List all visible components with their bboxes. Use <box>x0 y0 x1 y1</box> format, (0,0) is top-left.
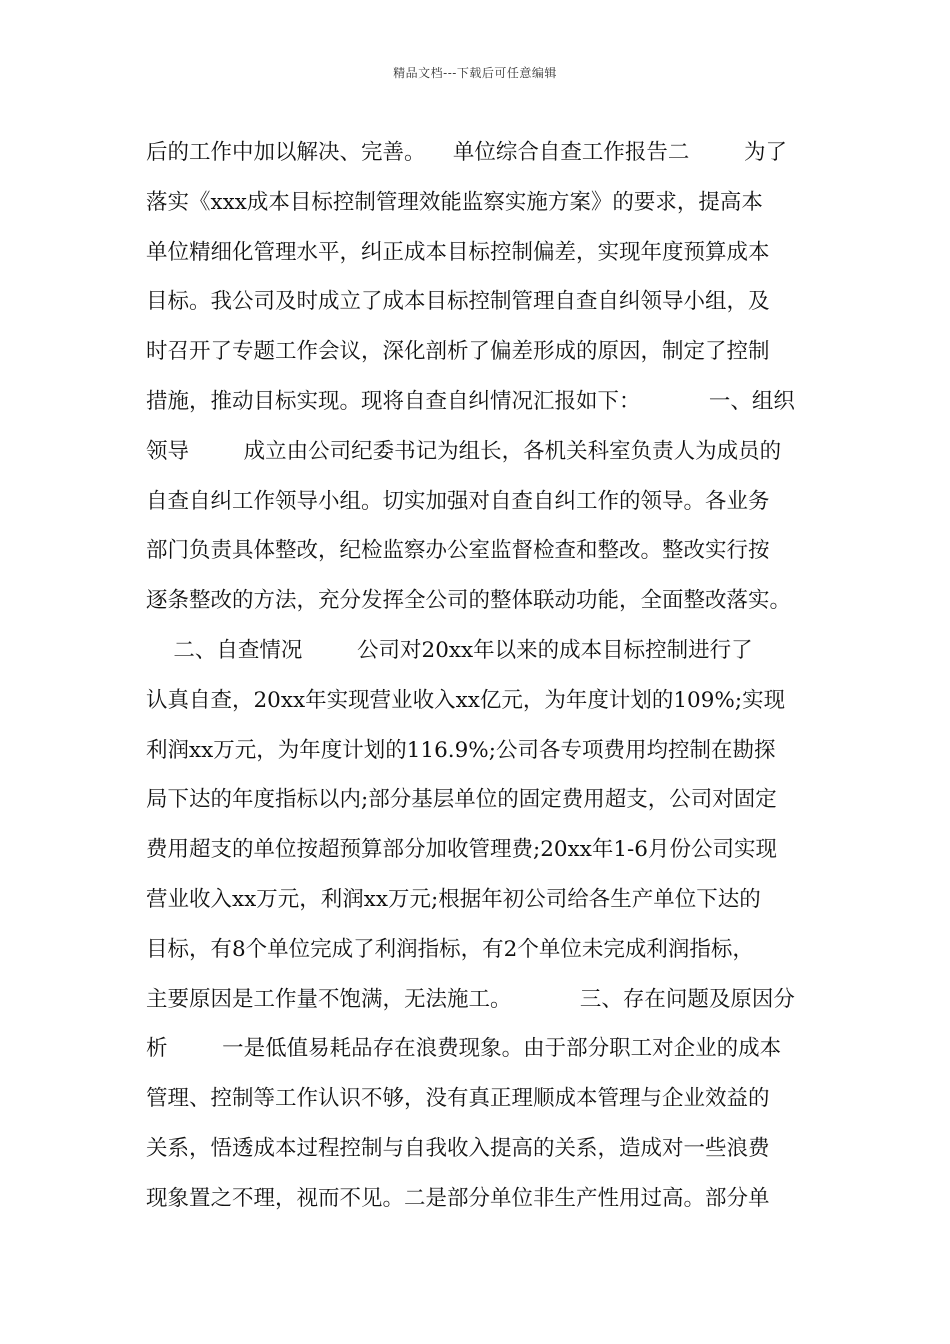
text-line: 部门负责具体整改，纪检监察办公室监督检查和整改。整改实行按 <box>146 538 770 564</box>
text-line: 单位精细化管理水平，纠正成本目标控制偏差，实现年度预算成本 <box>146 239 770 265</box>
text-line: 管理、控制等工作认识不够，没有真正理顺成本管理与企业效益的 <box>146 1086 770 1112</box>
text-line: 主要原因是工作量不饱满，无法施工。 三、存在问题及原因分 <box>146 986 795 1012</box>
text-line: 析 一是低值易耗品存在浪费现象。由于部分职工对企业的成本 <box>146 1036 782 1062</box>
text-line: 后的工作中加以解决、完善。 单位综合自查工作报告二 为了 <box>146 140 788 165</box>
text-line: 措施，推动目标实现。现将自查自纠情况汇报如下： 一、组织 <box>146 388 795 414</box>
text-line: 二、自查情况 公司对20xx年以来的成本目标控制进行了 <box>146 637 753 663</box>
text-line: 逐条整改的方法，充分发挥全公司的整体联动功能，全面整改落实。 <box>146 588 792 614</box>
text-line: 关系，悟透成本过程控制与自我收入提高的关系，造成对一些浪费 <box>146 1135 770 1161</box>
text-line: 认真自查，20xx年实现营业收入xx亿元，为年度计划的109%;实现 <box>146 687 786 713</box>
text-line: 费用超支的单位按超预算部分加收管理费;20xx年1-6月份公司实现 <box>146 837 777 863</box>
body-text <box>146 128 826 1224</box>
text-line: 目标，有8个单位完成了利润指标，有2个单位未完成利润指标， <box>146 936 754 962</box>
text-line: 落实《xxx成本目标控制管理效能监察实施方案》的要求，提高本 <box>146 189 763 215</box>
text-line: 营业收入xx万元，利润xx万元;根据年初公司给各生产单位下达的 <box>146 886 761 912</box>
text-line: 领导 成立由公司纪委书记为组长，各机关科室负责人为成员的 <box>146 438 782 464</box>
text-line: 时召开了专题工作会议，深化剖析了偏差形成的原因，制定了控制 <box>146 339 770 365</box>
text-line: 局下达的年度指标以内;部分基层单位的固定费用超支，公司对固定 <box>146 787 777 813</box>
page-header: 精品文档---下载后可任意编辑 <box>393 66 557 80</box>
text-line: 利润xx万元，为年度计划的116.9%;公司各专项费用均控制在勘探 <box>146 737 776 763</box>
text-line: 目标。我公司及时成立了成本目标控制管理自查自纠领导小组，及 <box>146 289 770 315</box>
text-line: 自查自纠工作领导小组。切实加强对自查自纠工作的领导。各业务 <box>146 488 770 514</box>
text-line: 现象置之不理，视而不见。二是部分单位非生产性用过高。部分单 <box>146 1185 770 1211</box>
